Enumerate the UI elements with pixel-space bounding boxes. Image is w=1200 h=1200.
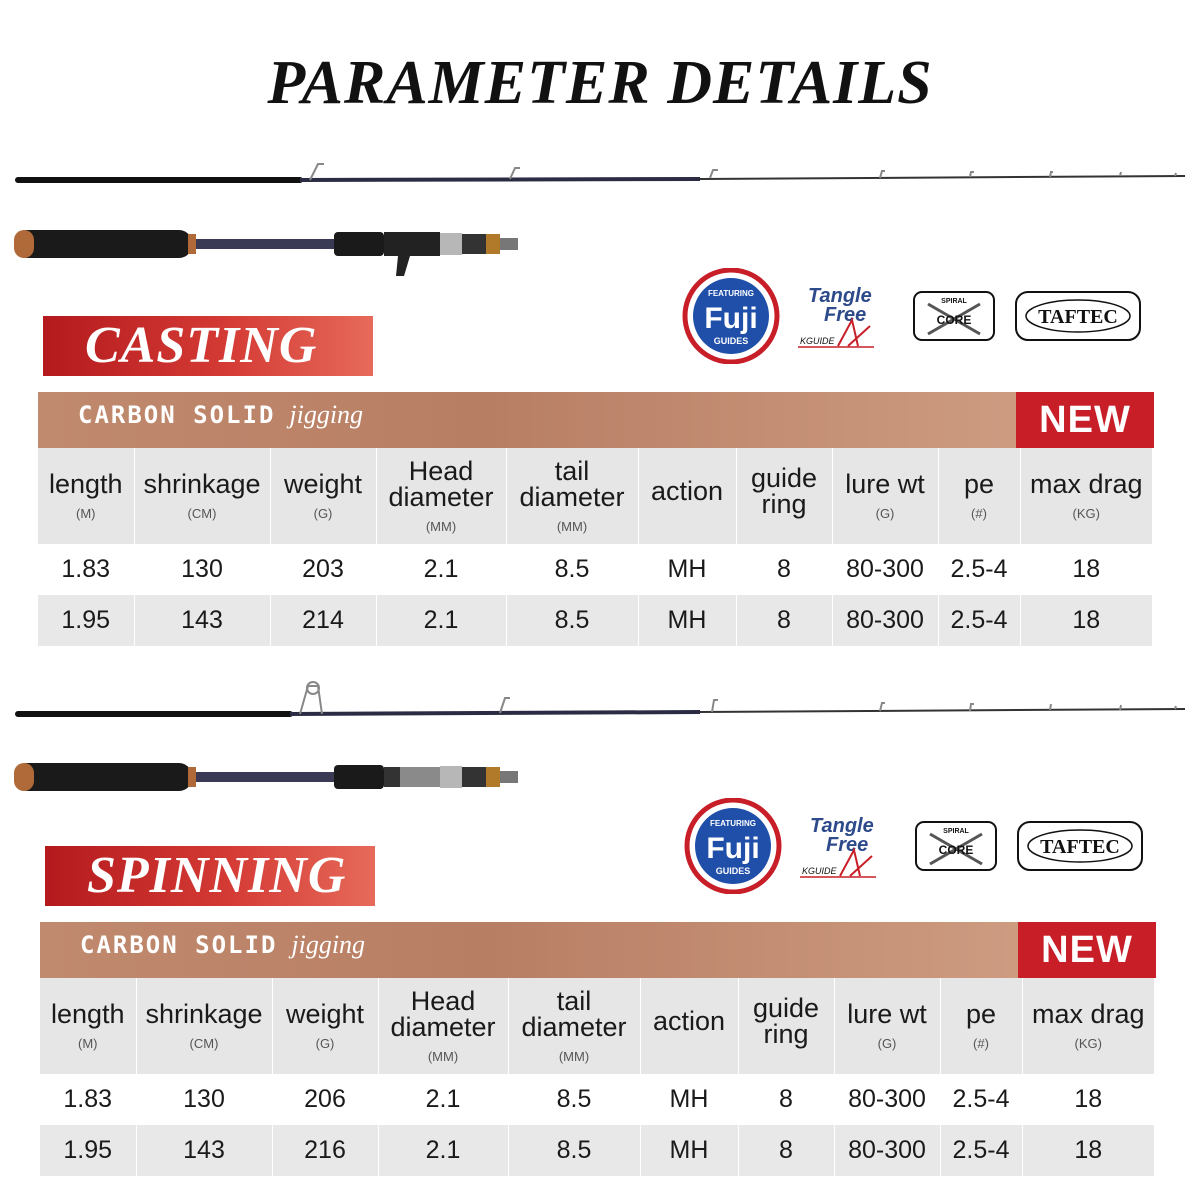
column-header-label: length (48, 469, 123, 499)
fuji-main-text: Fuji (704, 302, 758, 335)
band-sub-text: jigging (289, 400, 364, 429)
spec-table-spinning (40, 978, 1154, 1176)
table-cell: 18 (1072, 555, 1101, 583)
table-cell: 216 (272, 1125, 378, 1176)
column-header (832, 448, 938, 544)
table-cell: 206 (272, 1074, 378, 1125)
fuji-guides-logo-icon (687, 800, 779, 892)
column-header (508, 978, 640, 1074)
column-header (40, 978, 136, 1074)
table-cell: 2.1 (376, 595, 506, 646)
table-cell: 8 (736, 595, 832, 646)
column-header (272, 978, 378, 1074)
spiral-x-core-logo-icon (914, 292, 994, 340)
table-cell: 8 (738, 1074, 834, 1125)
table-cell: 8 (738, 1125, 834, 1176)
column-header-label: tail diameter (519, 456, 625, 512)
table-header-row (38, 448, 1152, 544)
column-header-label: pe (965, 999, 997, 1029)
brand-logos (682, 798, 1162, 894)
table-cell: 214 (270, 595, 376, 646)
table-cell: 2.1 (378, 1074, 508, 1125)
column-header-label: length (50, 999, 125, 1029)
column-header (376, 448, 506, 544)
table-cell: MH (638, 595, 736, 646)
table-row (40, 1125, 1154, 1176)
spiral-text: SPIRAL (943, 828, 969, 835)
table-cell: 2.5-4 (938, 544, 1020, 595)
taftec-text: TAFTEC (1038, 306, 1118, 328)
table-cell: 8 (736, 544, 832, 595)
column-header (38, 448, 134, 544)
table-cell: 1.83 (40, 1074, 136, 1125)
table-row (38, 595, 1152, 646)
free-text: Free (826, 834, 869, 856)
brand-logos (680, 268, 1160, 364)
table-cell: MH (638, 544, 736, 595)
fuji-bottom-text: GUIDES (715, 866, 751, 876)
spec-table-casting (38, 448, 1152, 646)
column-unit-label: (G) (313, 506, 333, 521)
table-cell: 2.1 (378, 1125, 508, 1176)
column-unit-label: (MM) (558, 1049, 590, 1064)
fuji-top-text: FEATURING (707, 289, 755, 298)
table-cell: 2.5-4 (940, 1125, 1022, 1176)
fishing-rod-blank-image (0, 150, 1200, 195)
new-badge: NEW (1018, 922, 1156, 978)
table-cell: 1.83 (38, 544, 134, 595)
column-header (638, 448, 736, 544)
table-cell: 8.5 (508, 1125, 640, 1176)
free-text: Free (824, 304, 867, 326)
column-header-label: action (650, 476, 724, 506)
column-unit-label: (KG) (1074, 1036, 1102, 1051)
column-header-label: shrinkage (145, 999, 263, 1029)
kguide-text: KGUIDE (800, 336, 835, 346)
band-series-text: CARBON SOLID (78, 401, 276, 429)
column-header-label: lure wt (845, 469, 925, 499)
column-unit-label: (M) (76, 506, 96, 521)
column-header-label: lure wt (847, 999, 927, 1029)
table-cell: 1.95 (40, 1125, 136, 1176)
table-cell: 8.5 (506, 595, 638, 646)
column-header (1022, 978, 1154, 1074)
spiral-text: SPIRAL (941, 298, 967, 305)
table-cell: 80-300 (832, 595, 938, 646)
tangle-free-kguide-logo-icon (798, 285, 874, 347)
column-unit-label: (CM) (189, 1036, 219, 1051)
kguide-text: KGUIDE (802, 866, 837, 876)
spinning-handle-image (0, 755, 1200, 803)
table-row (38, 544, 1152, 595)
table-cell: 2.5-4 (940, 1074, 1022, 1125)
table-cell: 80-300 (834, 1074, 940, 1125)
table-cell: 8.5 (508, 1074, 640, 1125)
column-header-label: action (652, 1006, 726, 1036)
column-unit-label: (G) (875, 506, 895, 521)
fuji-main-text: Fuji (706, 832, 760, 865)
column-unit-label: (G) (877, 1036, 897, 1051)
column-unit-label: (M) (78, 1036, 98, 1051)
column-header-label: shrinkage (143, 469, 261, 499)
series-band-spinning (40, 922, 1156, 978)
table-cell: 143 (136, 1125, 272, 1176)
table-cell: 18 (1072, 606, 1101, 634)
taftec-logo-icon (1016, 292, 1140, 340)
column-header-label: guide ring (752, 993, 820, 1049)
table-cell: 143 (134, 595, 270, 646)
section-label-casting: CASTING (43, 316, 373, 376)
column-header (270, 448, 376, 544)
column-header (834, 978, 940, 1074)
band-sub-text: jigging (291, 930, 366, 959)
section-label-spinning: SPINNING (45, 846, 375, 906)
column-header (506, 448, 638, 544)
column-header-label: weight (283, 469, 363, 499)
table-cell: 203 (270, 544, 376, 595)
column-header (938, 448, 1020, 544)
column-header (134, 448, 270, 544)
column-unit-label: (MM) (556, 519, 588, 534)
core-text: CORE (938, 843, 974, 857)
column-header (738, 978, 834, 1074)
column-unit-label: (#) (971, 506, 987, 521)
table-cell: 130 (136, 1074, 272, 1125)
column-header (136, 978, 272, 1074)
table-cell: 18 (1074, 1136, 1103, 1164)
column-unit-label: (CM) (187, 506, 217, 521)
table-cell: 8.5 (506, 544, 638, 595)
column-header-label: guide ring (750, 463, 818, 519)
column-header-label: max drag (1029, 469, 1143, 499)
table-cell: 80-300 (834, 1125, 940, 1176)
series-band-casting (38, 392, 1154, 448)
fuji-bottom-text: GUIDES (713, 336, 749, 346)
column-unit-label: (KG) (1072, 506, 1100, 521)
column-header-label: Head diameter (388, 456, 494, 512)
fishing-rod-blank-image (0, 678, 1200, 723)
table-cell: 1.95 (38, 595, 134, 646)
column-header-label: pe (963, 469, 995, 499)
tangle-free-kguide-logo-icon (800, 815, 876, 877)
table-cell: 80-300 (832, 544, 938, 595)
column-unit-label: (MM) (425, 519, 457, 534)
column-unit-label: (G) (315, 1036, 335, 1051)
column-unit-label: (MM) (427, 1049, 459, 1064)
fuji-guides-logo-icon (685, 270, 777, 362)
fuji-top-text: FEATURING (709, 819, 757, 828)
table-header-row (40, 978, 1154, 1074)
table-cell: MH (640, 1074, 738, 1125)
table-cell: 2.5-4 (938, 595, 1020, 646)
table-row (40, 1074, 1154, 1125)
band-series-text: CARBON SOLID (80, 931, 278, 959)
column-header-label: tail diameter (521, 986, 627, 1042)
table-cell: 18 (1074, 1085, 1103, 1113)
column-header (736, 448, 832, 544)
taftec-logo-icon (1018, 822, 1142, 870)
table-cell: 130 (134, 544, 270, 595)
page-title: PARAMETER DETAILS (267, 49, 933, 117)
taftec-text: TAFTEC (1040, 836, 1120, 858)
column-header-label: weight (285, 999, 365, 1029)
core-text: CORE (936, 313, 972, 327)
spiral-x-core-logo-icon (916, 822, 996, 870)
table-cell: 2.1 (376, 544, 506, 595)
new-badge: NEW (1016, 392, 1154, 448)
column-header (940, 978, 1022, 1074)
column-unit-label: (#) (973, 1036, 989, 1051)
table-cell: MH (640, 1125, 738, 1176)
column-header (378, 978, 508, 1074)
tangle-text: Tangle (810, 815, 874, 837)
column-header (1020, 448, 1152, 544)
tangle-text: Tangle (808, 285, 872, 307)
column-header-label: Head diameter (390, 986, 496, 1042)
column-header-label: max drag (1031, 999, 1145, 1029)
column-header (640, 978, 738, 1074)
